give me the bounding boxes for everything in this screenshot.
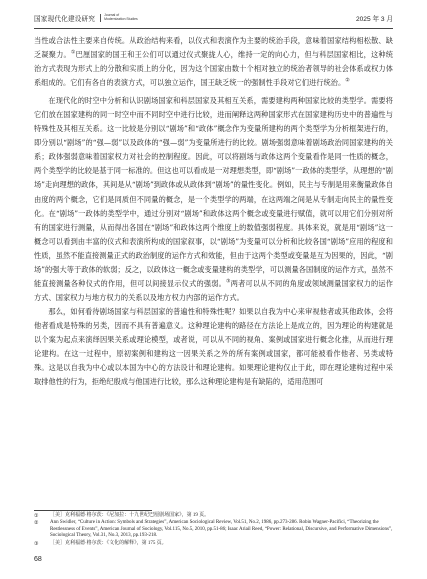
journal-title-cn: 国家现代化建设研究 xyxy=(34,15,96,23)
issue-date: 2025 年 3 月 xyxy=(355,16,393,23)
journal-title-block xyxy=(34,13,138,23)
footnote-mark: ① xyxy=(34,513,39,519)
footnote-text: ［美］克利福德·格尔茨：《尼加拉：十九世纪巴厘剧场国家》，第 19 页。 xyxy=(50,513,210,518)
footnote xyxy=(34,513,393,520)
page-header xyxy=(34,10,393,26)
paragraph-text: 巴厘国家的国王和王公们可以通过仪式聚拢人心，维持一定的向心力，但与科层国家相比，这种统治方式表现为形式上的分散和实质上的分化，因为这个国家由数十个相对独立的统治者领导的社会体系或权力体系组成的。它们有各自的表演方式，可以独立运作，国王缺乏统一的强制性手段对它们进行统治。 xyxy=(34,50,393,88)
footnote-text: ［美］克利福德·格尔茨：《文化的解释》，第 175 页。 xyxy=(50,540,167,546)
journal-title-en-line1: Journal of xyxy=(104,13,120,18)
header-divider xyxy=(34,28,393,29)
paragraph-text: 在现代化的时空中分析和认识剧场国家和科层国家及其相互关系，需要建构两种国家比较的类型学。需要将它们放在国家建构的同一时空中而不同时空中进行比较，进而阐释这两种国家形式在国家建构历史中的普遍性与特殊性及其相互关系。这一比较是分别以“剧场”和“政体”概念作为变量所建构的两个类型学为分析框架进行的，即分别以“剧场”的“强—弱”以及政体的“强—弱”为变量所进行的比较。剧场强弱意味着剧场政治同国家建构的关系；政体强弱意味着国家权力对社会的控制程度。因此，可以将剧场与政体这两个变量看作是同一性质的概念，两个类型学的比较是基于同一标准的。但这也可以看成是一对理想类型，即“剧场”一政体的类型学，从理想的“剧场”走向理想的政体，其间是从“剧场”到政体或从政体到“剧场”的量性变化。例如，民主与专制是用来衡量政体自由度的两个概念，它们是同质但不同量的概念，是一个类型学的两端，在这两端之间是从专制走向民主的量性变化。在“剧场”一政体的类型学中，通过分别对“剧场”和政体这两个概念或变量进行赋值，就可以用它们分别对所有的国家进行测量，从而得出各国在“剧场”和政体这两个维度上的数值强弱程度。具体来说，就是用“剧场”这一概念可以看到由丰富的仪式和表演所构成的国家叙事，以“剧场”为变量可以分析和比较各国“剧场”应用的程度和性质，虽然不能直接测量正式的政治制度的运作方式和效能，但由于这两个类型或变量是互为因果的，因此，“剧场”的强大等于政体的软弱；反之，以政体这一概念或变量建构的类型学，可以测量各国制度的运作方式，虽然不能直接测量各种仪式的作用，但可以间接显示仪式的强弱。 xyxy=(34,96,393,288)
journal-title-en xyxy=(100,14,138,22)
page-number: 68 xyxy=(34,556,42,563)
footnote-ref[interactable]: ② xyxy=(345,77,350,84)
paragraph-text: 那么，如何看待剧场国家与科层国家的普遍性和特殊性呢？如果以自我为中心来审视他者或其他政体，会将他者看成是特殊的另类，因而不具有普遍意义。这种理论建构的路径在方法论上是成立的，因为理论的构建就是以个案为起点来演绎因果关系或理论模型，或者说，可以从不同的视角、案例或国家进行概念化推，从而进行理论建构。在这一过程中，原初案例和建构这一因果关系之外的所有案例或国家，都可能被看作他者、另类或特殊。这是以自我为中心或以本国为中心的方法设计和理论建构。如果理论建构仅止于此，即在理论建构过程中采取排他性的行为，拒绝纪殷成与他国进行比较，那么这种理论建构是有缺陷的，适用范围可 xyxy=(34,306,393,387)
journal-title-en-line2: Modernization Studies xyxy=(104,17,138,21)
paragraph xyxy=(34,34,393,90)
paragraph xyxy=(34,305,393,389)
paragraph-text: 两者可以从不同的角度或领域测量国家权力的运作方式、国家权力与地方权力的关系以及地方权力内部的运作方式。 xyxy=(34,278,393,302)
footnote-mark: ② xyxy=(34,520,39,527)
footnote xyxy=(34,541,393,548)
footnotes xyxy=(34,513,393,548)
footnote xyxy=(34,520,393,540)
footnote-ref[interactable]: ① xyxy=(70,49,76,56)
footnote-ref[interactable]: ③ xyxy=(226,278,231,285)
paragraph-text: 当性或合法性主要来自传统。从政治结构来看，以仪式和表演作为主要的统治手段，意味着国家结构相松散、缺乏凝聚力。 xyxy=(34,36,393,60)
footnote-divider xyxy=(34,510,152,511)
paragraph xyxy=(34,94,393,305)
footnote-text: Ann Swidler, “Culture in Action: Symbols and Strategies”, American Sociological Review, Vol.51, No.2, 1986, pp.273-286. Robin Wagner-Pacifici, “Theorizing the Restlessness of Events”, American Journal of Sociology, Vol.115, No.5, 2010, pp.51-86; Isaac Ariail Reed, “Power: Relational, Discursive, and Performative Dimensions”, Sociological Theory, Vol.31, No.3, 2013, pp.193-218. xyxy=(50,520,393,539)
article-body xyxy=(34,34,393,389)
footnote-mark: ③ xyxy=(34,540,39,547)
